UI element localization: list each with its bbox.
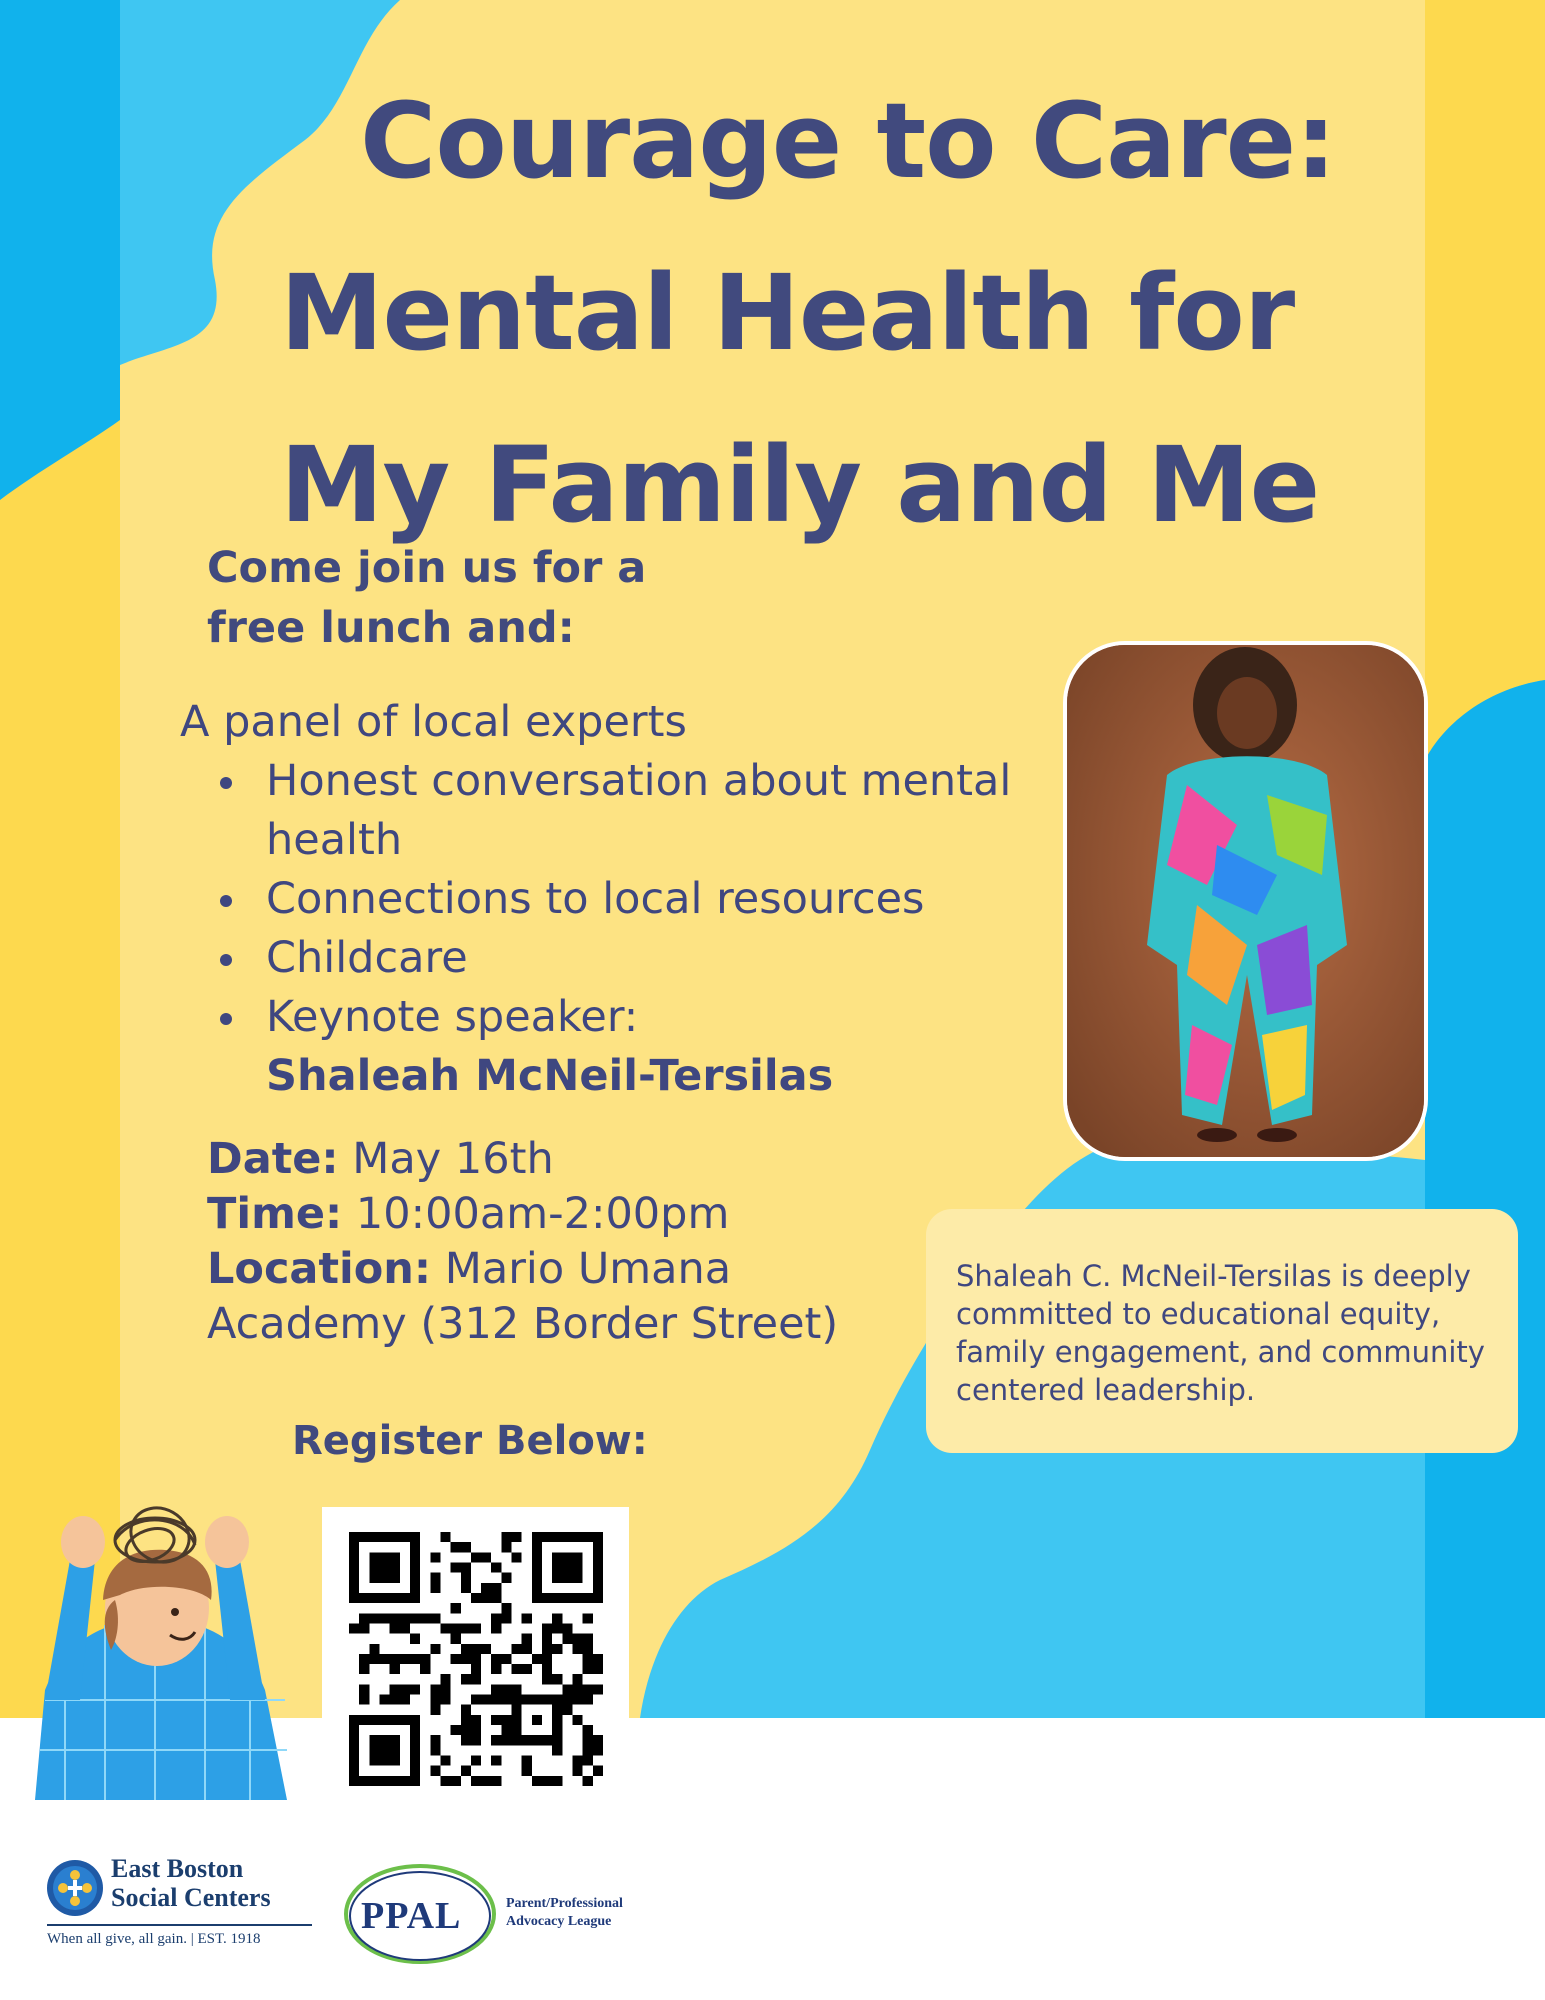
location-value: Mario Umana Academy (312 Border Street) — [207, 1244, 839, 1349]
keynote-speaker-name: Shaleah McNeil-Tersilas — [266, 1051, 834, 1101]
bullet-text: Honest conversation about mental health — [266, 756, 1012, 865]
event-title — [280, 55, 1530, 571]
bullet-text: Keynote speaker: — [266, 992, 639, 1042]
date-row — [207, 1132, 907, 1187]
ebsc-emblem-icon — [45, 1858, 105, 1918]
bullet-text: Childcare — [266, 933, 468, 983]
time-label: Time: — [207, 1189, 343, 1239]
ppal-wordmark: PPAL — [361, 1895, 462, 1937]
offerings-list — [220, 752, 1020, 1106]
time-value: 10:00am-2:00pm — [355, 1189, 730, 1239]
event-details — [207, 1132, 907, 1352]
bullet-text: Connections to local resources — [266, 874, 925, 924]
title-line-1: Courage to Care: — [360, 80, 1336, 202]
title-line-2: Mental Health for — [280, 252, 1295, 374]
ebsc-tagline: When all give, all gain. | EST. 1918 — [47, 1931, 261, 1947]
speaker-photo — [1063, 641, 1428, 1161]
ppal-name-line-1: Parent/Professional — [506, 1896, 623, 1911]
ebsc-name-line-2: Social Centers — [111, 1883, 271, 1912]
list-item — [220, 929, 1020, 988]
intro-heading — [207, 538, 646, 658]
stressed-person-illustration — [25, 1500, 305, 1800]
ppal-full-name — [506, 1895, 623, 1931]
title-line-3: My Family and Me — [280, 424, 1320, 546]
ppal-logo — [340, 1860, 670, 1970]
east-boston-social-centers-logo — [45, 1854, 320, 1954]
intro-line-1: Come join us for a — [207, 543, 647, 593]
list-item — [220, 988, 1020, 1106]
date-value: May 16th — [352, 1134, 554, 1184]
registration-qr-code[interactable] — [322, 1507, 629, 1807]
location-row — [207, 1242, 907, 1352]
list-item — [220, 752, 1020, 870]
qr-code-image — [349, 1532, 603, 1786]
time-row — [207, 1187, 907, 1242]
intro-line-2: free lunch and: — [207, 603, 575, 653]
ebsc-name — [111, 1854, 271, 1912]
ebsc-name-line-1: East Boston — [111, 1854, 244, 1883]
ebsc-divider — [47, 1924, 312, 1926]
list-item — [220, 870, 1020, 929]
date-label: Date: — [207, 1134, 339, 1184]
speaker-bio: Shaleah C. McNeil-Tersilas is deeply committed to educational equity, family engagement, and community centered leadership. — [926, 1209, 1518, 1453]
location-label: Location: — [207, 1244, 432, 1294]
speaker-portrait-image — [1067, 645, 1424, 1157]
panel-text: A panel of local experts — [180, 697, 687, 747]
register-heading: Register Below: — [292, 1418, 648, 1464]
ppal-name-line-2: Advocacy League — [506, 1914, 612, 1929]
